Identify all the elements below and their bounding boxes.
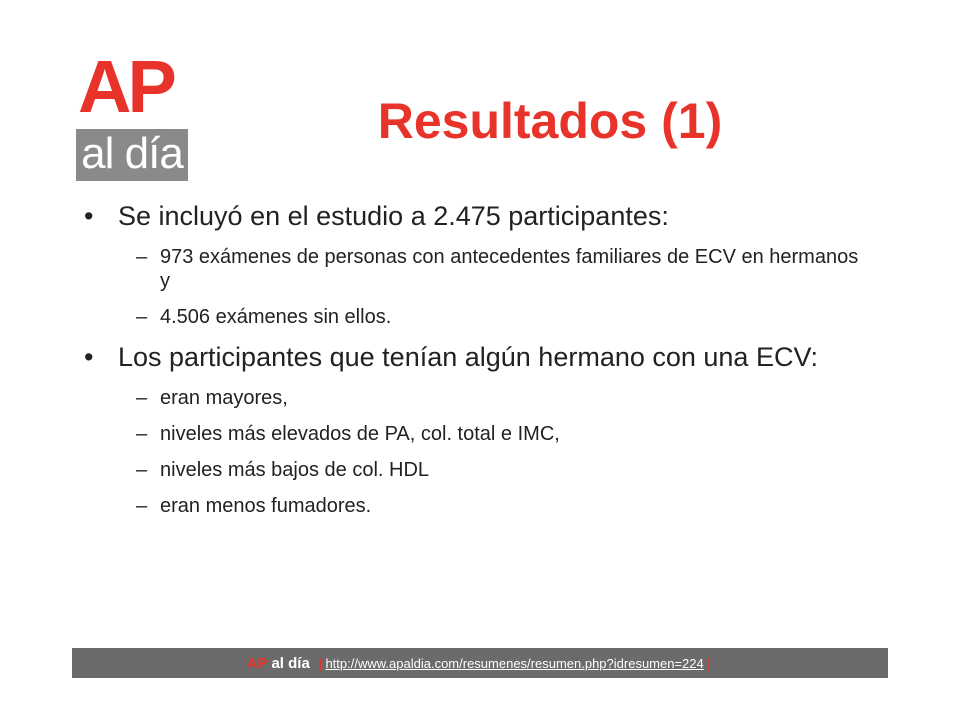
sub-list-1 xyxy=(80,245,870,329)
sub-item xyxy=(80,422,870,446)
sub-item xyxy=(80,305,870,329)
logo-aldia-text: al día xyxy=(81,128,183,178)
slide-title: Resultados (1) xyxy=(377,93,723,149)
logo-ap-text: AP xyxy=(78,45,173,128)
sub-item-text: eran menos fumadores. xyxy=(160,495,372,517)
dash-icon: – xyxy=(136,459,148,481)
sub-item-text: 4.506 exámenes sin ellos. xyxy=(160,306,392,328)
footer-brand-ap: AP xyxy=(246,654,268,672)
sub-item xyxy=(80,245,870,293)
dash-icon: – xyxy=(136,306,148,328)
sub-item xyxy=(80,494,870,518)
slide-content xyxy=(80,200,870,530)
footer-brand-aldia: al día xyxy=(271,654,310,672)
apaldia-logo xyxy=(76,45,188,182)
dash-icon: – xyxy=(136,387,148,409)
sub-item-text: niveles más bajos de col. HDL xyxy=(160,459,430,481)
bullet-dot-icon: • xyxy=(84,201,94,231)
bullet-item-1 xyxy=(80,200,870,233)
dash-icon: – xyxy=(136,423,148,445)
logo-aldia-box xyxy=(76,129,188,181)
bullet-text: Se incluyó en el estudio a 2.475 participantes: xyxy=(118,201,669,231)
sub-item-text: 973 exámenes de personas con antecedentes familiares de ECV en hermanos y xyxy=(160,246,859,292)
footer-open-bracket: [ xyxy=(318,655,323,671)
dash-icon: – xyxy=(136,246,148,268)
footer-url-link[interactable]: http://www.apaldia.com/resumenes/resumen.php?idresumen=224 xyxy=(325,655,704,671)
dash-icon: – xyxy=(136,495,148,517)
sub-item xyxy=(80,458,870,482)
sub-list-2 xyxy=(80,386,870,518)
sub-item xyxy=(80,386,870,410)
bullet-dot-icon: • xyxy=(84,342,94,372)
bullet-text: Los participantes que tenían algún hermano con una ECV: xyxy=(118,342,818,372)
footer-close-bracket: ] xyxy=(706,655,711,671)
footer-bar xyxy=(72,648,888,678)
sub-item-text: eran mayores, xyxy=(160,387,288,409)
sub-item-text: niveles más elevados de PA, col. total e IMC, xyxy=(160,423,560,445)
bullet-item-2 xyxy=(80,341,870,374)
